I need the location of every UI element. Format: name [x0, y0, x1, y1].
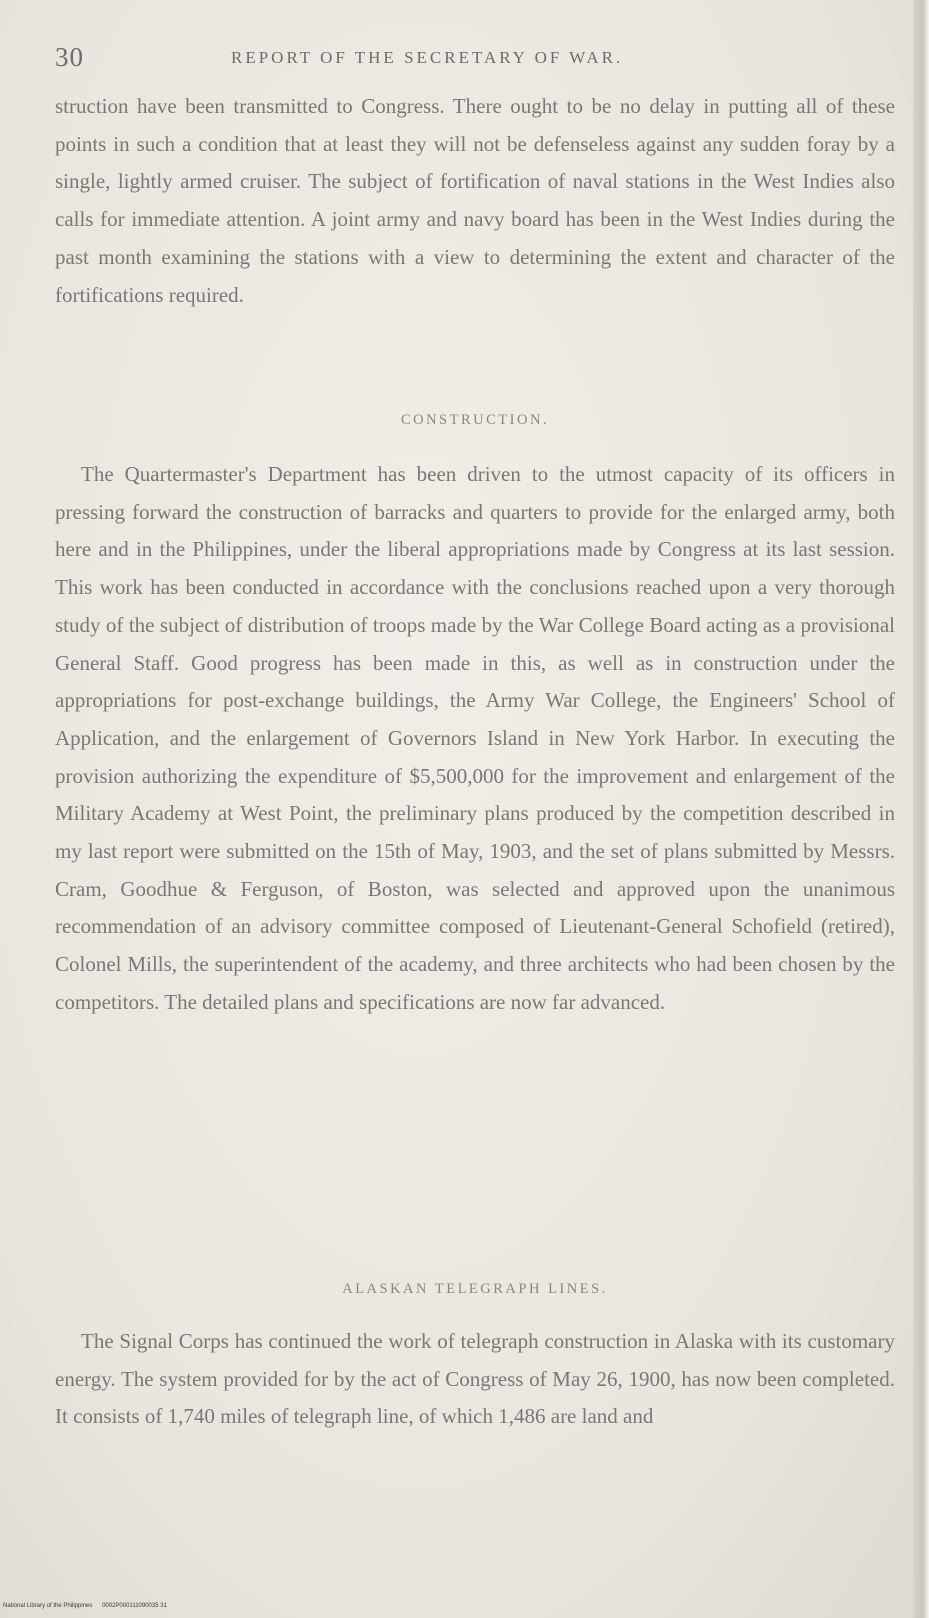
section-heading-alaskan-telegraph: ALASKAN TELEGRAPH LINES.	[342, 1281, 608, 1297]
alaska-paragraph: The Signal Corps has continued the work of telegraph construction in Alaska with its customary energy. The system provided for by the act of Congress of May 26, 1900, has now been completed. It consists of 1,740 miles of telegraph line, of which 1,486 are land and	[55, 1329, 895, 1429]
running-header	[55, 38, 895, 78]
scan-identifier: 0002P000111090035 31	[102, 1603, 167, 1609]
construction-paragraph: The Quartermaster's Department has been driven to the utmost capacity of its officers in pressing forward the construction of barracks and quarters to provide for the enlarged army, both here and in the Philippines, under the liberal appropriations made by Congress at its last session. This work has been conducted in accordance with the conclusions reached upon a very thorough study of the subject of distribution of troops made by the War College Board acting as a provisional General Staff. Good progress has been made in this, as well as in construction under the appropriations for post-exchange buildings, the Army War College, the Engineers' School of Application, and the enlargement of Governors Island in New York Harbor. In executing the provision authorizing the expenditure of $5,500,000 for the improvement and enlargement of the Military Academy at West Point, the preliminary plans produced by the competition described in my last report were submitted on the 15th of May, 1903, and the set of plans submitted by Messrs. Cram, Goodhue & Ferguson, of Boston, was selected and approved upon the unanimous recommendation of an advisory committee composed of Lieutenant-General Schofield (retired), Colonel Mills, the superintendent of the academy, and three architects who had been chosen by the competitors. The detailed plans and specifications are now far advanced.	[55, 462, 895, 1014]
section-heading-construction: CONSTRUCTION.	[400, 412, 550, 428]
page-edge-shadow	[913, 0, 929, 1618]
running-title: REPORT OF THE SECRETARY OF WAR.	[231, 48, 624, 67]
library-credit: National Library of the Philippines	[3, 1603, 93, 1609]
scan-credit-footer	[3, 1603, 167, 1609]
page-number: 30	[55, 42, 84, 72]
continuation-paragraph: struction have been transmitted to Congress. There ought to be no delay in putting all of these points in such a condition that at least they will not be defenseless against any sudden foray by a single, lightly armed cruiser. The subject of fortification of naval stations in the West Indies also calls for immediate attention. A joint army and navy board has been in the West Indies during the past month examining the stations with a view to determining the extent and character of the fortifications required.	[55, 94, 895, 307]
